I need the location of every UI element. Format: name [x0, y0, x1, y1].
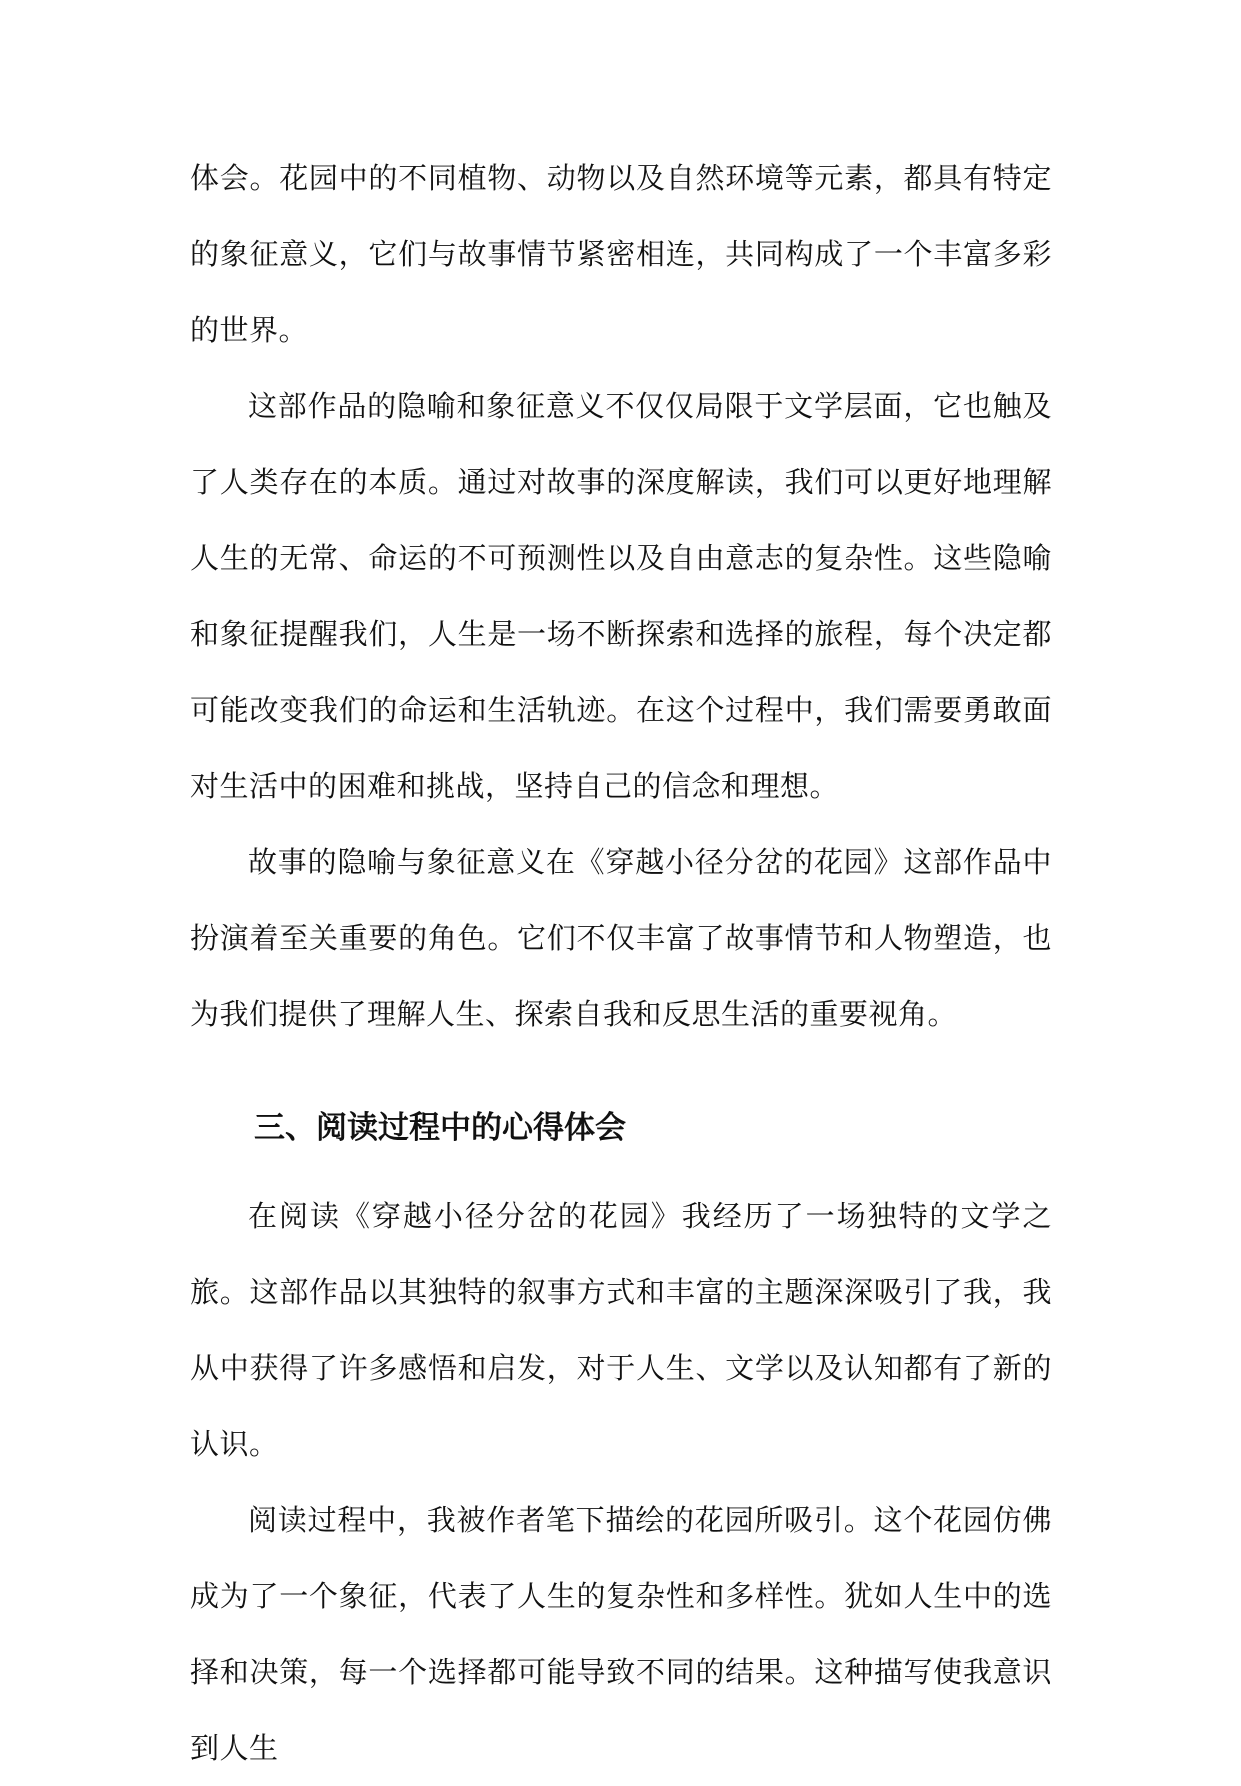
paragraph-reading-intro: 在阅读《穿越小径分岔的花园》我经历了一场独特的文学之旅。这部作品以其独特的叙事方式和丰富的主题深深吸引了我，我从中获得了许多感悟和启发，对于人生、文学以及认知都有了新的认识。 — [190, 1199, 1052, 1461]
document-body — [190, 140, 1052, 1786]
paragraph-metaphor-meaning: 这部作品的隐喻和象征意义不仅仅局限于文学层面，它也触及了人类存在的本质。通过对故事的深度解读，我们可以更好地理解人生的无常、命运的不可预测性以及自由意志的复杂性。这些隐喻和象征提醒我们，人生是一场不断探索和选择的旅程，每个决定都可能改变我们的命运和生活轨迹。在这个过程中，我们需要勇敢面对生活中的困难和挑战，坚持自己的信念和理想。 — [190, 389, 1052, 803]
paragraph-metaphor-summary: 故事的隐喻与象征意义在《穿越小径分岔的花园》这部作品中扮演着至关重要的角色。它们不仅丰富了故事情节和人物塑造，也为我们提供了理解人生、探索自我和反思生活的重要视角。 — [190, 845, 1052, 1031]
section-heading: 三、阅读过程中的心得体会 — [254, 1110, 626, 1146]
paragraph-garden-attraction: 阅读过程中，我被作者笔下描绘的花园所吸引。这个花园仿佛成为了一个象征，代表了人生的复杂性和多样性。犹如人生中的选择和决策，每一个选择都可能导致不同的结果。这种描写使我意识到人生 — [190, 1503, 1052, 1765]
paragraph-continuation: 体会。花园中的不同植物、动物以及自然环境等元素，都具有特定的象征意义，它们与故事情节紧密相连，共同构成了一个丰富多彩的世界。 — [190, 161, 1052, 347]
